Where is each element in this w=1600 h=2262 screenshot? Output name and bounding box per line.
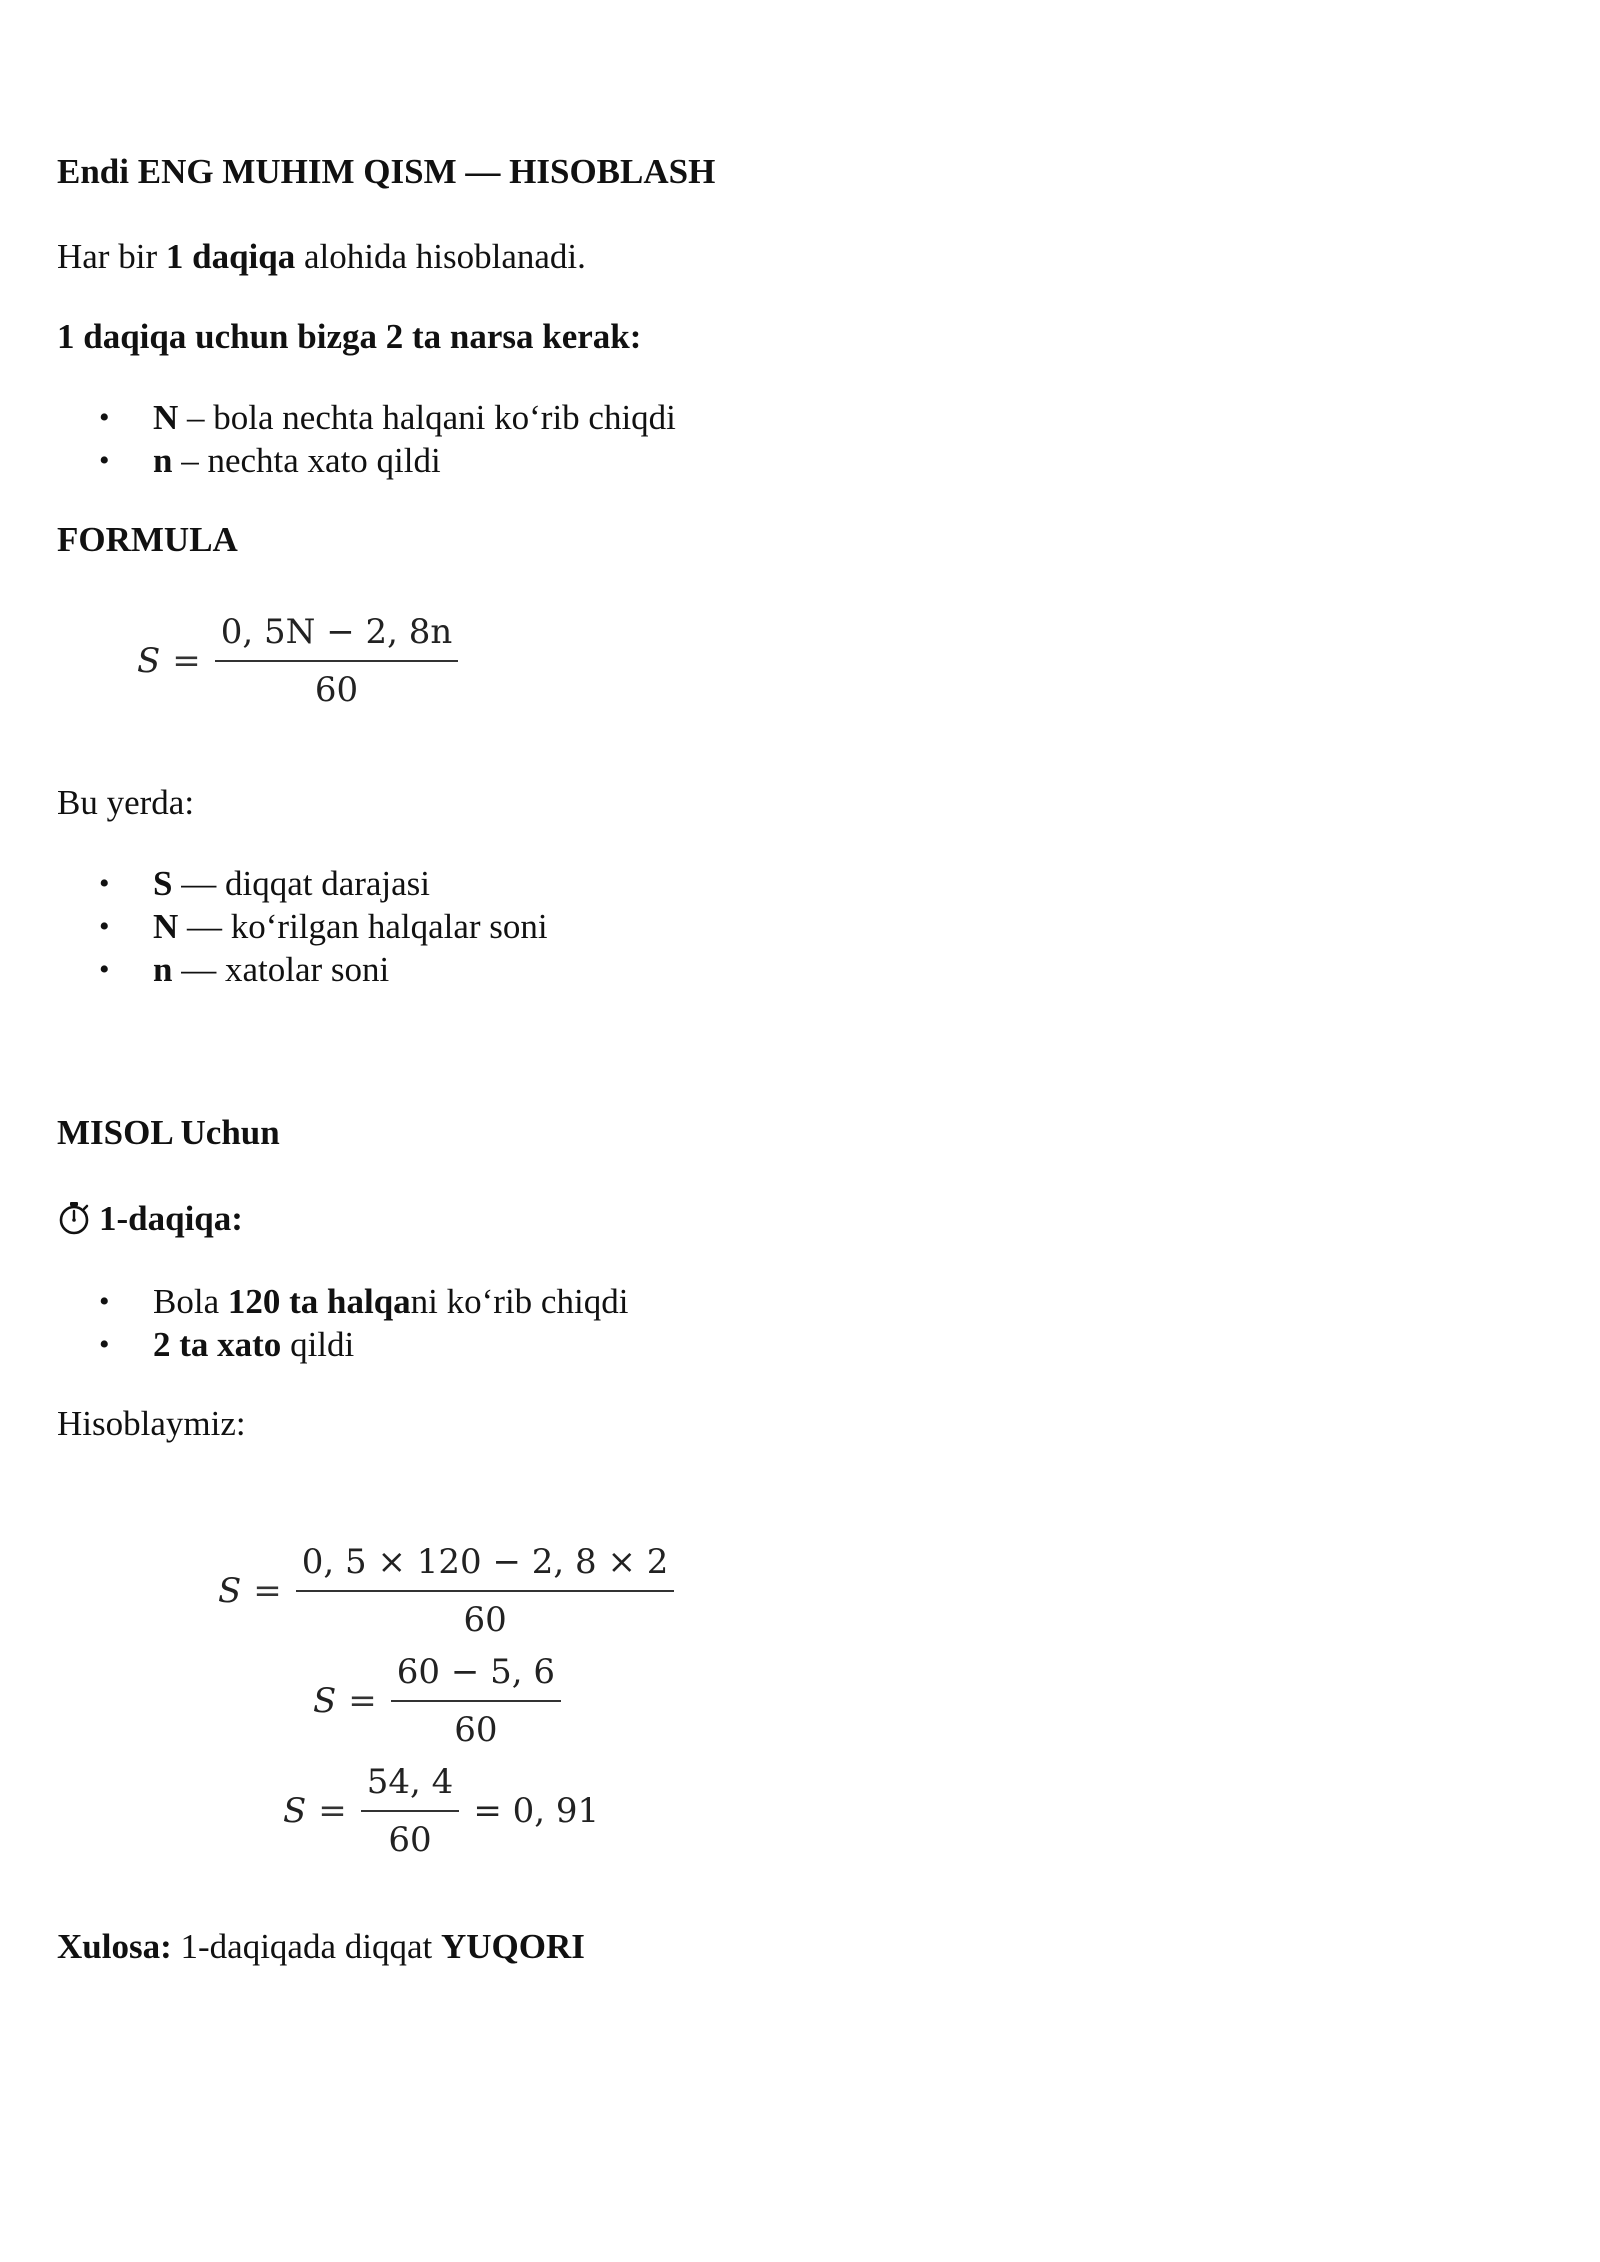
formula-denominator: 60 [314,670,359,710]
formula-fraction [215,612,459,710]
minute-heading [57,1198,243,1240]
calc-step-numerator: 60 − 5, 6 [391,1652,561,1702]
formula-heading: FORMULA [57,520,238,559]
calc-step-numerator: 54, 4 [361,1762,460,1812]
stopwatch-icon [57,1201,91,1235]
calc-step-lhs: S [313,1681,337,1721]
need-heading: 1 daqiqa uchun bizga 2 ta narsa kerak: [57,317,642,356]
calc-step-2 [313,1652,561,1750]
where-symbol: n [153,950,173,989]
example-heading: MISOL Uchun [57,1113,280,1152]
conclusion [57,1926,585,1968]
minute-label: 1-daqiqa: [99,1199,243,1238]
intro-suffix: alohida hisoblanadi. [295,237,586,276]
example-item1-prefix: Bola [153,1282,228,1321]
calc-step-equals: = [318,1791,347,1831]
need-text: – bola nechta halqani ko‘rib chiqdi [178,398,676,437]
list-item [57,396,676,439]
calc-step-lhs: S [218,1571,242,1611]
where-text: — ko‘rilgan halqalar soni [178,907,548,946]
example-item2-bold: 2 ta xato [153,1325,282,1364]
formula-equals: = [172,641,201,681]
calc-step-denominator: 60 [463,1600,507,1640]
example-item2-suffix: qildi [281,1325,355,1364]
calc-step-equals: = [253,1571,282,1611]
where-text: — xatolar soni [172,950,390,989]
where-list [57,862,548,991]
list-item [57,1280,628,1323]
calc-step-fraction [361,1762,460,1860]
need-list [57,396,676,482]
calc-step-lhs: S [283,1791,307,1831]
page-heading: Endi ENG MUHIM QISM — HISOBLASH [57,152,716,191]
example-list [57,1280,628,1366]
conclusion-value: YUQORI [440,1927,585,1966]
calc-step-fraction [391,1652,561,1750]
calc-step-result: = 0, 91 [473,1791,600,1831]
formula-block [137,612,458,710]
where-text: — diqqat darajasi [172,864,431,903]
list-item [57,862,548,905]
need-symbol: n [153,441,173,480]
intro-prefix: Har bir [57,237,166,276]
where-label: Bu yerda: [57,783,195,822]
conclusion-text: 1-daqiqada diqqat [171,1927,441,1966]
need-text: – nechta xato qildi [172,441,441,480]
calc-step-denominator: 60 [454,1710,498,1750]
calc-step-equals: = [348,1681,377,1721]
calc-step-denominator: 60 [388,1820,432,1860]
calc-step-fraction [296,1542,675,1640]
list-item [57,1323,628,1366]
calc-label: Hisoblaymiz: [57,1404,246,1443]
list-item [57,905,548,948]
intro-bold: 1 daqiqa [165,237,296,276]
calc-step-numerator: 0, 5 × 120 − 2, 8 × 2 [296,1542,675,1592]
intro-paragraph [57,236,586,278]
where-symbol: S [153,864,173,903]
calc-step-3 [283,1762,599,1860]
need-symbol: N [153,398,179,437]
example-item1-suffix: ni ko‘rib chiqdi [410,1282,629,1321]
list-item [57,439,676,482]
example-item1-bold: 120 ta halqa [227,1282,411,1321]
calc-step-1 [218,1542,674,1640]
formula-lhs: S [137,641,161,681]
where-symbol: N [153,907,179,946]
conclusion-label: Xulosa: [57,1927,172,1966]
formula-numerator: 0, 5N − 2, 8n [215,612,459,662]
list-item [57,948,548,991]
